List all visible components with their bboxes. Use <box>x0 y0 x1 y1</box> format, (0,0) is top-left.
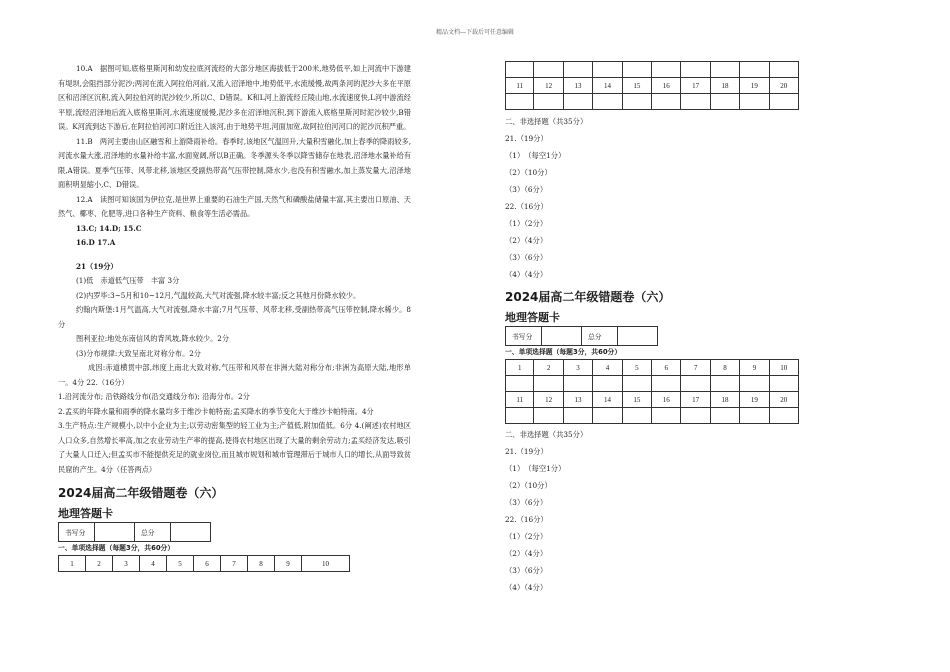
mcq-num: 7 <box>681 360 710 376</box>
q21-part2c: 图利亚拉:地处东南信风的背风坡,降水较少。2分 <box>76 334 230 343</box>
mcq-num: 5 <box>622 360 651 376</box>
mcq-num: 11 <box>506 392 534 408</box>
q21-part1: (1)低 赤道低气压带 丰富 3分 <box>76 276 180 285</box>
mcq-num: 19 <box>740 392 769 408</box>
score-input-total[interactable] <box>618 327 658 346</box>
q21-part3: (3)分布规律:大致呈南北对称分布。2分 <box>76 348 201 358</box>
score-label-total: 总分 <box>582 327 618 346</box>
mcq-num: 10 <box>302 556 350 572</box>
mcq-num: 8 <box>248 556 275 572</box>
mcq-answer-cell[interactable] <box>506 408 534 424</box>
mcq-grid-right <box>505 359 799 424</box>
score-box-right <box>505 326 658 346</box>
q22-line: 22.（16分） <box>505 515 548 524</box>
score-box-left <box>58 522 211 542</box>
score-label-total: 总分 <box>135 523 171 542</box>
q21-line: 21.（19分） <box>505 134 548 143</box>
mcq-answer-row <box>506 94 799 110</box>
mcq-num: 16 <box>652 78 681 94</box>
mcq-answer-cell[interactable] <box>740 94 769 110</box>
mcq-answer-cell[interactable] <box>681 376 710 392</box>
mcq-num: 6 <box>652 360 681 376</box>
mcq-answer-cell[interactable] <box>622 376 651 392</box>
q22-3-line: （3）（6分） <box>505 253 548 262</box>
q22-1-line: （1）（2分） <box>505 532 548 541</box>
q22-1-line: （1）（2分） <box>505 219 548 228</box>
mcq-answer-cell[interactable] <box>681 62 710 78</box>
mcq-num: 8 <box>710 360 739 376</box>
mcq-number-row <box>506 392 799 408</box>
q21-header: 21（19分） <box>76 261 118 271</box>
mcq-num: 18 <box>710 392 739 408</box>
mcq-answer-cell[interactable] <box>710 94 739 110</box>
answer-12: 12.A 读图可知该国为伊拉克,是世界上重要的石油生产国,天然气和磷酸盐储量丰富,其主要出口原油、天然气、椰枣、化肥等,进口各种生产资料、粮食等生活必需品。 <box>58 194 411 218</box>
q22-part1: 1.沿河流分布; 沿铁路线分布(沿交通线分布); 沿海分布。2分 <box>58 392 250 401</box>
mcq-answer-cell[interactable] <box>652 62 681 78</box>
mcq-answer-cell[interactable] <box>563 62 592 78</box>
score-input-total[interactable] <box>171 523 211 542</box>
mcq-num: 10 <box>769 360 798 376</box>
mcq-num: 15 <box>622 78 651 94</box>
mcq-num: 6 <box>194 556 221 572</box>
answers-13-15: 13.C; 14.D; 15.C <box>76 223 142 233</box>
mcq-num: 17 <box>681 78 710 94</box>
mcq-num: 3 <box>563 360 592 376</box>
mcq-answer-cell[interactable] <box>769 376 798 392</box>
q22-4-line: （4）（4分） <box>505 583 548 592</box>
mcq-num: 3 <box>113 556 140 572</box>
mcq-answer-cell[interactable] <box>710 376 739 392</box>
mcq-answer-cell[interactable] <box>593 376 622 392</box>
mcq-num: 16 <box>652 392 681 408</box>
mcq-answer-cell[interactable] <box>769 62 798 78</box>
mcq-num: 4 <box>140 556 167 572</box>
score-input-writing[interactable] <box>95 523 135 542</box>
mcq-answer-cell[interactable] <box>563 376 592 392</box>
section-1-heading-left: 一、单项选择题（每题3分，共60分） <box>58 544 175 552</box>
mcq-answer-cell[interactable] <box>710 62 739 78</box>
mcq-answer-cell[interactable] <box>534 94 563 110</box>
mcq-num: 15 <box>622 392 651 408</box>
mcq-num: 1 <box>506 360 534 376</box>
mcq-answer-cell[interactable] <box>652 376 681 392</box>
mcq-num: 13 <box>563 392 592 408</box>
q21-3-line: （3）（6分） <box>505 185 548 194</box>
mcq-answer-cell[interactable] <box>710 408 739 424</box>
answer-card-title-right: 地理答题卡 <box>505 311 560 324</box>
mcq-number-row <box>506 78 799 94</box>
mcq-answer-cell[interactable] <box>593 408 622 424</box>
answers-16-17: 16.D 17.A <box>76 238 116 247</box>
mcq-num: 20 <box>769 78 798 94</box>
mcq-answer-cell[interactable] <box>681 94 710 110</box>
mcq-answer-cell[interactable] <box>769 408 798 424</box>
mcq-num: 7 <box>221 556 248 572</box>
q21-part3b: 成因:赤道横贯中部,纬度上南北大致对称,气压带和风带在非洲大陆对称分布;非洲为高原大陆,地形单一。4分 22.（16分） <box>58 363 411 387</box>
mcq-answer-cell[interactable] <box>652 408 681 424</box>
mcq-answer-cell[interactable] <box>681 408 710 424</box>
mcq-answer-cell[interactable] <box>593 94 622 110</box>
mcq-answer-cell[interactable] <box>622 94 651 110</box>
mcq-answer-cell[interactable] <box>534 62 563 78</box>
mcq-num: 18 <box>710 78 739 94</box>
mcq-answer-cell[interactable] <box>593 62 622 78</box>
mcq-grid-left <box>58 555 350 572</box>
mcq-answer-cell[interactable] <box>769 94 798 110</box>
q21-3-line: （3）（6分） <box>505 498 548 507</box>
score-label-writing: 书写分 <box>506 327 542 346</box>
mcq-num: 9 <box>275 556 302 572</box>
score-input-writing[interactable] <box>542 327 582 346</box>
mcq-answer-cell[interactable] <box>740 62 769 78</box>
mcq-num: 5 <box>167 556 194 572</box>
mcq-num: 12 <box>534 392 563 408</box>
score-label-writing: 书写分 <box>59 523 95 542</box>
q21-2-line: （2）（10分） <box>505 168 552 177</box>
mcq-num: 13 <box>563 78 592 94</box>
mcq-answer-cell[interactable] <box>563 94 592 110</box>
answer-11: 11.B 两河主要由山区融雪和上游降雨补给。春季时,该地区气温回升,大量积雪融化,加上春季的降雨较多,河流水量大涨,沼泽地的水量补给丰富,水面宽阔,所以B正确。冬季源头冬季以降雪储存在地表,沼泽地水量补给有限,A错误。夏季气压带、风带北移,该地区受副热带高气压带控制,降水少,也没有积雪融水,加上蒸发量大,沼泽地面积明显缩小,C、D错误。 <box>58 136 411 189</box>
mcq-num: 12 <box>534 78 563 94</box>
q22-4-line: （4）（4分） <box>505 270 548 279</box>
mcq-answer-cell[interactable] <box>652 94 681 110</box>
q22-part2: 2.孟买的年降水量和雨季的降水量均多于维沙卡帕特南;孟买降水的季节变化大于维沙卡帕特南。4分 <box>58 406 374 416</box>
mcq-answer-cell[interactable] <box>534 376 563 392</box>
exam-title-left: 2024届高二年级错题卷（六） <box>58 486 224 500</box>
q22-line: 22.（16分） <box>505 202 548 211</box>
mcq-number-row <box>59 556 350 572</box>
mcq-num: 9 <box>740 360 769 376</box>
answer-card-title-left: 地理答题卡 <box>58 507 113 520</box>
mcq-answer-cell[interactable] <box>506 62 534 78</box>
mcq-answer-row <box>506 62 799 78</box>
mcq-num: 14 <box>593 78 622 94</box>
mcq-number-row <box>506 360 799 376</box>
q21-1-line: （1） （每空1分） <box>505 151 566 160</box>
mcq-answer-row <box>506 376 799 392</box>
mcq-num: 2 <box>86 556 113 572</box>
q21-1-line: （1） （每空1分） <box>505 464 566 473</box>
mcq-num: 17 <box>681 392 710 408</box>
mcq-answer-cell[interactable] <box>534 408 563 424</box>
mcq-answer-cell[interactable] <box>622 408 651 424</box>
q21-2-line: （2）（10分） <box>505 481 552 490</box>
mcq-answer-cell[interactable] <box>506 376 534 392</box>
page-header: 精品文档---下载后可任意编辑 <box>435 29 515 36</box>
mcq-answer-cell[interactable] <box>506 94 534 110</box>
mcq-num: 2 <box>534 360 563 376</box>
q21-part2b: 约翰内斯堡:1月气温高,大气对流强,降水丰富;7月气压带、风带北移,受副热带高气压带控制,降水稀少。8分 <box>58 305 411 329</box>
mcq-grid-right-top <box>505 61 799 110</box>
left-column <box>58 0 411 572</box>
mcq-answer-cell[interactable] <box>740 408 769 424</box>
q21-part2: (2)内罗毕:3~5月和10~12月,气温较高,大气对流强,降水较丰富;反之其他月份降水较少。 <box>76 290 361 300</box>
mcq-num: 1 <box>59 556 86 572</box>
section-1-heading-right: 一、单项选择题（每题3分，共60分） <box>505 348 622 356</box>
mcq-answer-cell[interactable] <box>740 376 769 392</box>
mcq-answer-row <box>506 408 799 424</box>
exam-title-right: 2024届高二年级错题卷（六） <box>505 290 671 304</box>
mcq-num: 14 <box>593 392 622 408</box>
right-column <box>505 0 799 596</box>
q22-3-line: （3）（6分） <box>505 566 548 575</box>
mcq-answer-cell[interactable] <box>563 408 592 424</box>
answer-10: 10.A 据图可知,底格里斯河和幼发拉底河流经的大部分地区海拔低于200米,地势低平,如上河流中下游建有堤坝,会阻挡部分泥沙;两河在流入阿拉伯河前,又流入沼泽地中,地势低平,水流缓慢,故两条河的泥沙大多在平原区和沼泽区沉积,流入阿拉伯河的泥沙较少,所以C、D错误。K和L河上游流经丘陵山地,水流速度快,L河中游流经平原,流经沼泽地后流入底格里斯河,水流速度缓慢,泥沙多在沼泽地沉积,到下游流入底格里斯河时泥沙较少,B错误。K河流到达下游后,在阿拉伯河河口附近注入该河,由于地势平坦,河面加宽,故阿拉伯河河口的泥沙沉积严重。 <box>58 64 411 131</box>
mcq-num: 19 <box>740 78 769 94</box>
section-2-heading-top: 二、非选择题（共35分） <box>505 117 588 126</box>
q22-2-line: （2）（4分） <box>505 549 548 558</box>
mcq-num: 11 <box>506 78 534 94</box>
mcq-num: 4 <box>593 360 622 376</box>
mcq-num: 20 <box>769 392 798 408</box>
q21-line: 21.（19分） <box>505 447 548 456</box>
mcq-answer-cell[interactable] <box>622 62 651 78</box>
section-2-heading-bottom: 二、非选择题（共35分） <box>505 430 588 439</box>
q22-part3: 3.生产特点:生产规模小,以中小企业为主;以劳动密集型的轻工业为主;产值低,附加值低。6分 4.(阐述)农村地区人口众多,自然增长率高,加之农业劳动生产率的提高,使得农村地区出现了大量的剩余劳动力;孟买经济发达,吸引了大量人口迁入;但孟买市不能提供充足的就业岗位,而且城市规划和城市管理滞后于城市人口的增长,从面导致贫民窟的产生。4分（任答两点） <box>58 421 411 474</box>
q22-2-line: （2）（4分） <box>505 236 548 245</box>
